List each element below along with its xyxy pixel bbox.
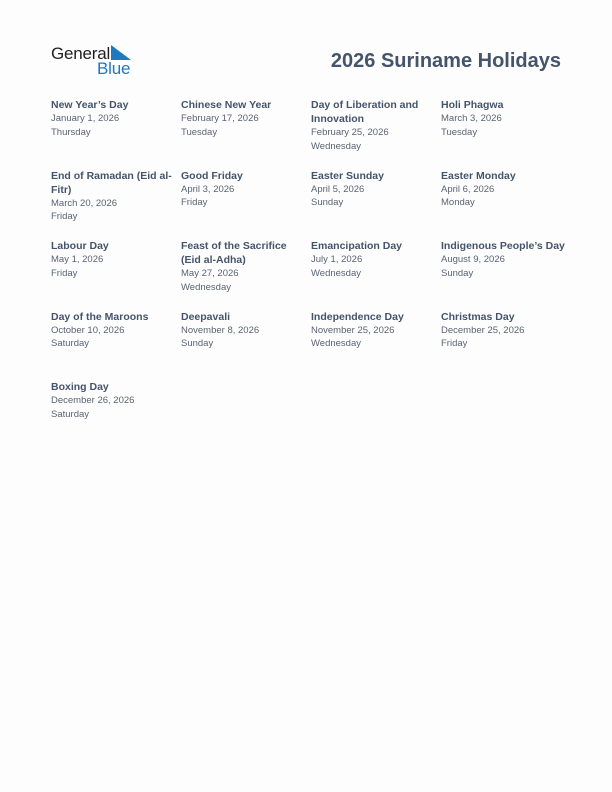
- holiday-weekday: Thursday: [51, 126, 91, 138]
- holiday-item: [181, 310, 311, 381]
- holiday-name: Holi Phagwa: [441, 99, 504, 111]
- holiday-date: August 9, 2026: [441, 254, 505, 265]
- holiday-name: Chinese New Year: [181, 99, 272, 111]
- holiday-item: [51, 169, 181, 240]
- holiday-name: Labour Day: [51, 240, 109, 252]
- holiday-item: [181, 98, 311, 169]
- holiday-name: Christmas Day: [441, 310, 515, 323]
- holiday-weekday: Tuesday: [441, 126, 478, 138]
- logo-text-general: General: [51, 44, 111, 63]
- logo-text-blue: Blue: [97, 59, 131, 78]
- holiday-item: [51, 310, 181, 381]
- holiday-weekday: Friday: [441, 338, 468, 349]
- holiday-date: April 6, 2026: [441, 183, 495, 195]
- holiday-name: Emancipation Day: [311, 240, 403, 252]
- holiday-weekday: Tuesday: [181, 126, 218, 138]
- holiday-item: [311, 239, 441, 310]
- holiday-date: March 20, 2026: [51, 197, 118, 209]
- holiday-name: Day of Liberation and Innovation: [311, 99, 419, 125]
- holiday-date: December 25, 2026: [441, 324, 525, 336]
- holiday-name: Independence Day: [311, 310, 404, 323]
- holiday-date: May 27, 2026: [181, 268, 239, 279]
- holiday-weekday: Saturday: [51, 338, 90, 349]
- holiday-date: October 10, 2026: [51, 324, 125, 336]
- holiday-weekday: Friday: [181, 197, 208, 208]
- holiday-name: New Year’s Day: [51, 99, 129, 111]
- holiday-date: January 1, 2026: [51, 113, 120, 124]
- holiday-name: Indigenous People’s Day: [441, 240, 565, 252]
- holiday-item: [181, 239, 311, 310]
- holiday-weekday: Sunday: [311, 197, 344, 208]
- holiday-name: Deepavali: [181, 310, 231, 323]
- holiday-item: [311, 98, 441, 169]
- holiday-item: [441, 239, 571, 310]
- holiday-item: [181, 169, 311, 240]
- holiday-date: November 25, 2026: [311, 324, 395, 336]
- holiday-item: [51, 98, 181, 169]
- holiday-item: [311, 310, 441, 381]
- holiday-weekday: Wednesday: [311, 338, 361, 349]
- holiday-date: February 17, 2026: [181, 113, 259, 124]
- holiday-name: Day of the Maroons: [51, 310, 149, 323]
- holiday-weekday: Sunday: [181, 338, 214, 349]
- holiday-date: April 5, 2026: [311, 183, 365, 195]
- holiday-date: February 25, 2026: [311, 127, 389, 138]
- holiday-name: Easter Sunday: [311, 169, 384, 182]
- page-title: 2026 Suriname Holidays: [330, 50, 561, 72]
- holiday-date: November 8, 2026: [181, 324, 260, 336]
- holiday-name: End of Ramadan (Eid al-Fitr): [51, 169, 172, 196]
- holiday-item: [51, 239, 181, 310]
- holiday-date: April 3, 2026: [181, 183, 235, 195]
- holiday-weekday: Friday: [51, 211, 78, 222]
- holiday-weekday: Wednesday: [311, 140, 361, 152]
- holiday-item: [441, 98, 571, 169]
- logo: [51, 44, 141, 78]
- logo-triangle-icon: [111, 45, 131, 60]
- holiday-grid: [51, 98, 571, 451]
- holiday-weekday: Wednesday: [311, 267, 361, 279]
- holiday-weekday: Monday: [441, 197, 475, 208]
- holiday-date: July 1, 2026: [311, 254, 363, 265]
- holiday-name: Easter Monday: [441, 169, 516, 182]
- holiday-item: [311, 169, 441, 240]
- holiday-weekday: Friday: [51, 267, 78, 279]
- holiday-name: Feast of the Sacrifice (Eid al-Adha): [181, 240, 287, 266]
- holiday-date: May 1, 2026: [51, 254, 104, 265]
- holiday-weekday: Wednesday: [181, 281, 231, 293]
- holiday-date: December 26, 2026: [51, 395, 135, 406]
- holiday-item: [441, 169, 571, 240]
- holiday-name: Good Friday: [181, 169, 243, 182]
- holiday-item: [51, 380, 181, 451]
- holiday-date: March 3, 2026: [441, 113, 502, 124]
- holiday-item: [441, 310, 571, 381]
- holiday-name: Boxing Day: [51, 381, 109, 393]
- holiday-weekday: Sunday: [441, 267, 474, 279]
- holiday-weekday: Saturday: [51, 408, 90, 420]
